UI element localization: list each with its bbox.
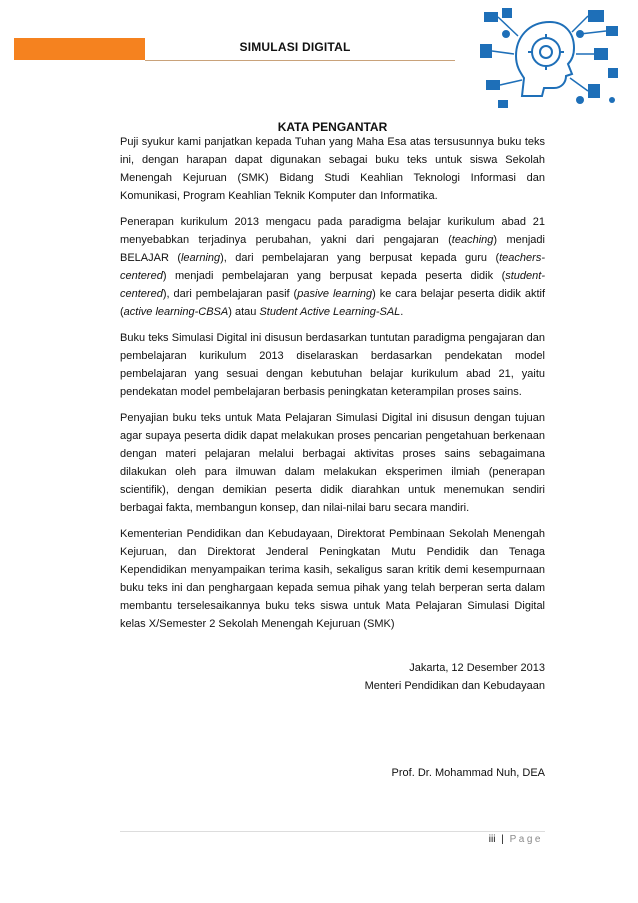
page-footer xyxy=(489,834,543,845)
paragraph-3: Buku teks Simulasi Digital ini disusun berdasarkan tuntutan paradigma pengajaran dan pembelajaran kurikulum 2013 diselaraskan berdasarkan pendekatan model pembelajaran yang sesuai dengan kebutuhan belajar kurikulum abad 21, yaitu pendekatan model pembelajaran berbasis peningkatan keterampilan proses sains. xyxy=(120,332,545,398)
signature-name: Prof. Dr. Mohammad Nuh, DEA xyxy=(391,767,545,779)
digital-head-logo xyxy=(476,4,624,116)
paragraph-4: Penyajian buku teks untuk Mata Pelajaran Simulasi Digital ini disusun dengan tujuan agar supaya peserta didik dapat melakukan proses pencarian pengetahuan berkenaan dengan materi pelajaran melalui berbagai aktivitas proses sains sebagaimana dilakukan oleh para ilmuwan dalam melakukan eksperimen ilmiah (penerapan scientifik), dengan demikian peserta didik diarahkan untuk menemukan sendiri berbagai fakta, membangun konsep, dan nilai-nilai baru secara mandiri. xyxy=(120,412,545,514)
footer-separator: | xyxy=(501,834,504,845)
signature-place-date: Jakarta, 12 Desember 2013 xyxy=(409,662,545,674)
document-body xyxy=(120,133,545,641)
paragraph-1: Puji syukur kami panjatkan kepada Tuhan yang Maha Esa atas tersusunnya buku teks ini, dengan harapan dapat digunakan sebagai buku teks untuk siswa Sekolah Menengah Kejuruan (SMK) Bidang Studi Keahlian Teknologi Informasi dan Komunikasi, Program Keahlian Teknik Komputer dan Informatika. xyxy=(120,136,545,202)
signature-block xyxy=(365,659,545,695)
footer-divider xyxy=(120,831,545,832)
header-accent-bar xyxy=(14,38,145,60)
signature-position: Menteri Pendidikan dan Kebudayaan xyxy=(364,680,545,692)
document-title: KATA PENGANTAR xyxy=(277,120,388,134)
page-label: Page xyxy=(509,834,543,845)
paragraph-5: Kementerian Pendidikan dan Kebudayaan, Direktorat Pembinaan Sekolah Menengah Kejuruan, dan Direktorat Jenderal Peningkatan Mutu Pendidik dan Tenaga Kependidikan menyampaikan terima kasih, sekaligus saran kritik demi kesempurnaan buku teks ini dan penghargaan kepada semua pihak yang telah berperan serta dalam membantu terselesaikannya buku teks siswa untuk Mata Pelajaran Simulasi Digital kelas X/Semester 2 Sekolah Menengah Kejuruan (SMK) xyxy=(120,528,545,630)
paragraph-2: Penerapan kurikulum 2013 mengacu pada paradigma belajar kurikulum abad 21 menyebabkan terjadinya perubahan, yakni dari pengajaran (teaching) menjadi BELAJAR (learning), dari pembelajaran yang berpusat kepada guru (teachers-centered) menjadi pembelajaran yang berpusat kepada peserta didik (student-centered), dari pembelajaran pasif (pasive learning) ke cara belajar peserta didik aktif (active learning-CBSA) atau Student Active Learning-SAL. xyxy=(120,216,546,318)
header-divider xyxy=(145,60,455,61)
page-number: iii xyxy=(488,834,496,845)
header-title: SIMULASI DIGITAL xyxy=(239,40,351,54)
